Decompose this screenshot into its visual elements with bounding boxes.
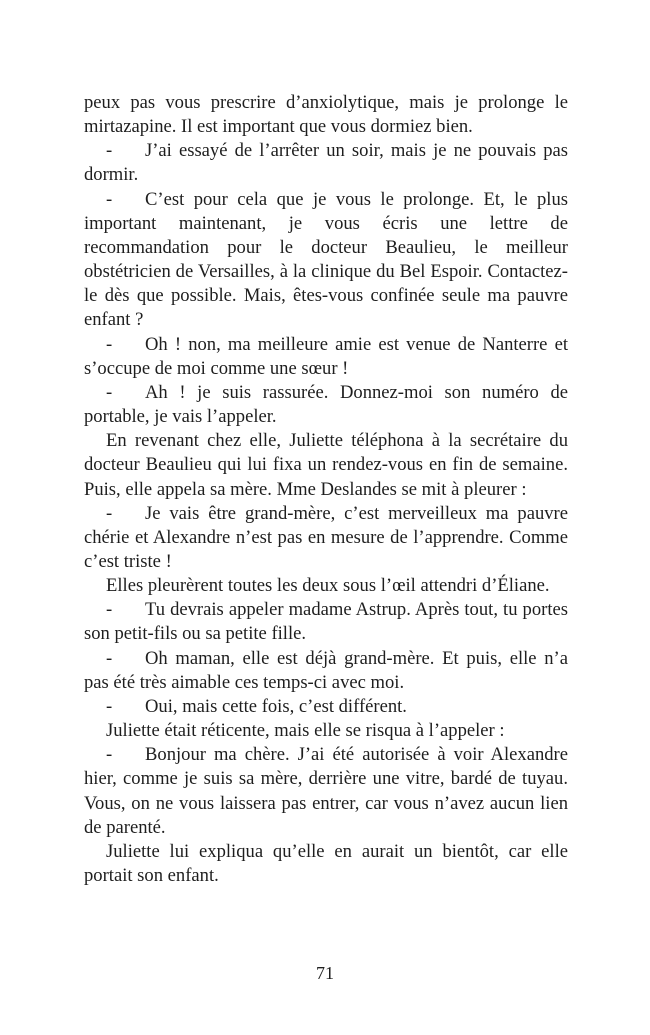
paragraph-7 [84,502,568,574]
paragraph-text: Oh ! non, ma meilleure amie est venue de Nanterre et s’occupe de moi comme une sœur ! [84,333,568,379]
paragraph-3 [84,188,568,333]
paragraph-text: Juliette était réticente, mais elle se risqua à l’appeler : [106,720,505,742]
paragraph-text: Bonjour ma chère. J’ai été autorisée à voir Alexandre hier, comme je suis sa mère, derrière une vitre, bardé de tuyau. Vous, on ne vous laissera pas entrer, car vous n’avez aucun lien de parenté. [84,744,568,838]
paragraph-text: J’ai essayé de l’arrêter un soir, mais je ne pouvais pas dormir. [84,140,568,186]
page-body [84,91,568,888]
paragraph-text: Juliette lui expliqua qu’elle en aurait un bientôt, car elle portait son enfant. [84,840,568,886]
paragraph-text: Ah ! je suis rassurée. Donnez-moi son numéro de portable, je vais l’appeler. [84,381,568,428]
paragraph-9 [84,598,568,646]
paragraph-13 [84,743,568,840]
paragraph-14 [84,840,568,888]
paragraph-6 [84,429,568,501]
paragraph-11 [84,695,568,719]
paragraph-8 [84,574,568,598]
paragraph-text: Je vais être grand-mère, c’est merveilleux ma pauvre chérie et Alexandre n’est pas en mesure de l’apprendre. Comme c’est triste ! [84,502,568,572]
paragraph-text: Tu devrais appeler madame Astrup. Après tout, tu portes son petit-fils ou sa petite fille. [84,599,568,645]
dialogue-dash: - [106,381,113,403]
paragraph-2 [84,139,568,187]
paragraph-5 [84,381,568,429]
dialogue-dash: - [106,599,113,621]
paragraph-12 [84,719,568,743]
paragraph-1 [84,91,568,139]
dialogue-dash: - [106,695,113,717]
paragraph-text: Oh maman, elle est déjà grand-mère. Et puis, elle n’a pas été très aimable ces temps-ci avec moi. [84,647,568,693]
paragraph-text: En revenant chez elle, Juliette téléphona à la secrétaire du docteur Beaulieu qui lui fixa un rendez-vous en fin de semaine. Puis, elle appela sa mère. Mme Deslandes se mit à pleurer : [84,430,568,500]
paragraph-text: Elles pleurèrent toutes les deux sous l’œil attendri d’Éliane. [106,575,550,597]
dialogue-dash: - [106,647,113,669]
dialogue-dash: - [106,333,113,355]
dialogue-dash: - [106,744,113,766]
paragraph-4 [84,333,568,381]
paragraph-10 [84,647,568,695]
dialogue-dash: - [106,140,113,162]
dialogue-dash: - [106,188,113,210]
paragraph-text: peux pas vous prescrire d’anxiolytique, mais je prolonge le mirtazapine. Il est important que vous dormiez bien. [84,92,568,138]
dialogue-dash: - [106,502,113,524]
paragraph-text: C’est pour cela que je vous le prolonge. Et, le plus important maintenant, je vous écris une lettre de recommandation pour le docteur Beaulieu, le meilleur obstétricien de Versailles, à la clinique du Bel Espoir. Contactez-le dès que possible. Mais, êtes-vous confinée seule ma pauvre enfant ? [84,188,568,331]
page-number: 71 [316,963,334,983]
paragraph-text: Oui, mais cette fois, c’est différent. [145,695,407,717]
